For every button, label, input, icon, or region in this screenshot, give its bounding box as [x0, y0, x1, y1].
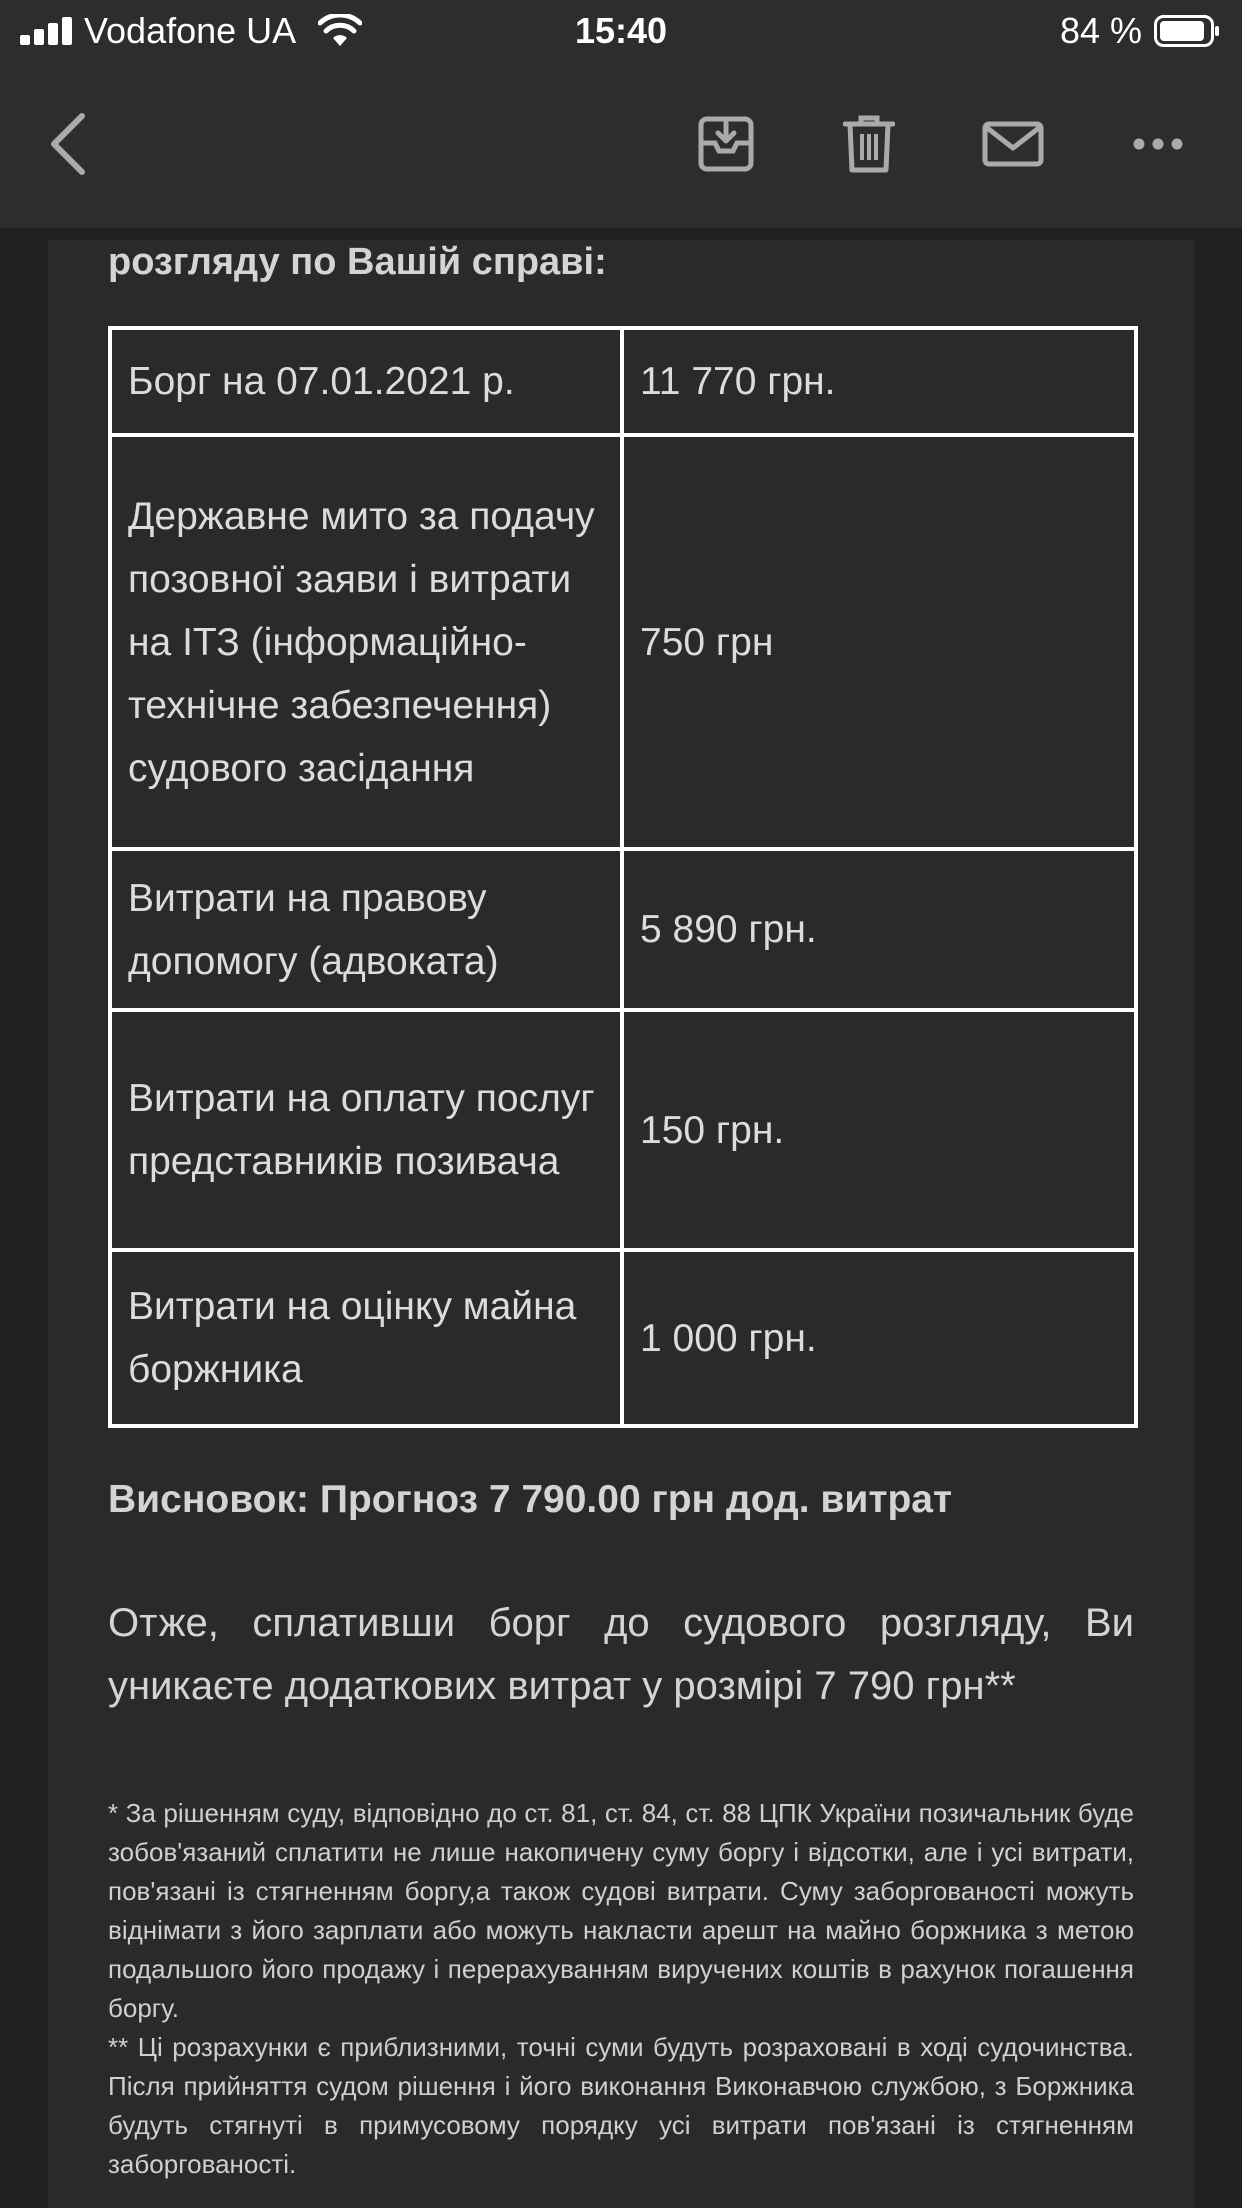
costs-table: [108, 326, 1138, 1428]
cost-value: 11 770 грн.: [622, 328, 1136, 435]
battery-percentage: 84 %: [1059, 10, 1142, 51]
trash-button[interactable]: [829, 104, 909, 184]
back-chevron-icon: [46, 112, 90, 176]
table-row: [110, 1250, 1136, 1426]
cost-label: Витрати на оцінку майна боржника: [110, 1250, 622, 1426]
archive-button[interactable]: [686, 104, 766, 184]
more-icon: [1133, 138, 1183, 150]
table-row: [110, 328, 1136, 435]
battery-icon: [1154, 15, 1220, 47]
back-button[interactable]: [28, 104, 108, 184]
mail-toolbar: [0, 62, 1242, 228]
table-row: [110, 435, 1136, 849]
status-bar: [0, 0, 1242, 62]
cost-value: 5 890 грн.: [622, 849, 1136, 1010]
conclusion-text: Висновок: Прогноз 7 790.00 грн дод. витрат: [108, 1478, 953, 1521]
summary-text: Отже, сплативши борг до судового розгляду, Ви уникаєте додаткових витрат у розмірі 7 790 грн**: [108, 1601, 1134, 1708]
cost-value: 1 000 грн.: [622, 1250, 1136, 1426]
mail-button[interactable]: [973, 104, 1053, 184]
cost-value: 150 грн.: [622, 1010, 1136, 1250]
mail-icon: [982, 121, 1044, 167]
trash-icon: [843, 114, 895, 174]
cost-value: 750 грн: [622, 435, 1136, 849]
footnotes: [108, 1794, 1134, 2184]
archive-icon: [697, 115, 755, 173]
cost-label: Витрати на правову допомогу (адвоката): [110, 849, 622, 1010]
clock: 15:40: [574, 10, 668, 51]
more-button[interactable]: [1118, 104, 1198, 184]
table-row: [110, 849, 1136, 1010]
intro-heading: розгляду по Вашій справі:: [108, 241, 607, 283]
table-row: [110, 1010, 1136, 1250]
cost-label: Борг на 07.01.2021 р.: [110, 328, 622, 435]
footnote-1: * За рішенням суду, відповідно до ст. 81, ст. 84, ст. 88 ЦПК України позичальник буде зобов'язаний сплатити не лише накопичену суму боргу і відсотки, але і усі витрати, пов'язані із стягненням боргу,а також судові витрати. Суму заборгованості можуть віднімати з його зарплати або можуть накласти арешт на майно боржника з метою подальшого його продажу і перерахуванням виручених коштів в рахунок погашення боргу.: [108, 1798, 1134, 2023]
cost-label: Державне мито за подачу позовної заяви і витрати на ІТЗ (інформаційно-технічне забезпечення) судового засідання: [110, 435, 622, 849]
footnote-2: ** Ці розрахунки є приблизними, точні суми будуть розраховані в ході судочинства. Після прийняття судом рішення і його виконання Виконавчою службою, з Боржника будуть стягнуті в примусовому порядку усі витрати пов'язані із стягненням заборгованості.: [108, 2032, 1134, 2179]
carrier-name: Vodafone UA: [84, 10, 297, 51]
cost-label: Витрати на оплату послуг представників позивача: [110, 1010, 622, 1250]
